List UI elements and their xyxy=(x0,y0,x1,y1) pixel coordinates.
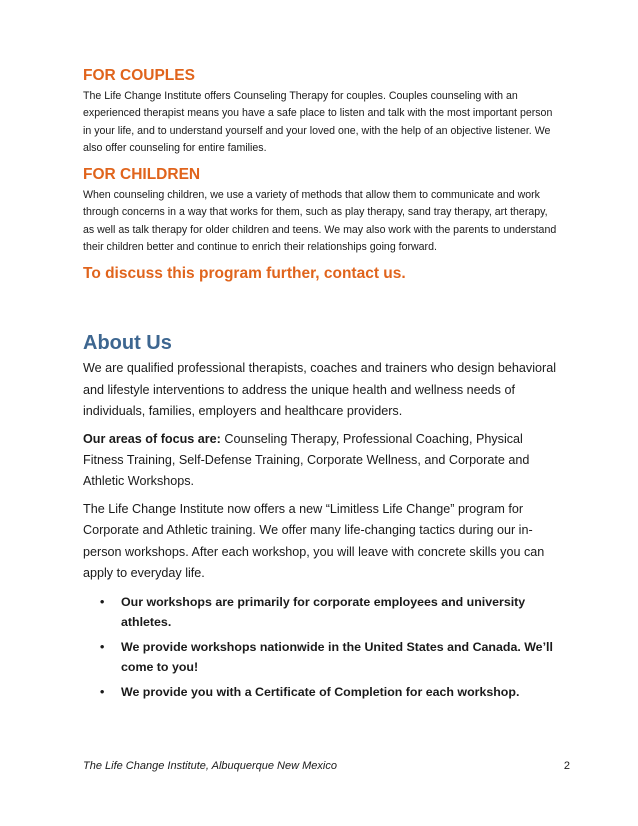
about-intro-paragraph: We are qualified professional therapists, coaches and trainers who design behavioral and lifestyle interventions to address the unique health and wellness needs of individuals, families, employers and healthcare providers. xyxy=(83,361,557,419)
program-paragraph: The Life Change Institute now offers a new “Limitless Life Change” program for Corporate and Athletic training. We offer many life-changing tactics during our in-person workshops. After each workshop, you will leave with concrete skills you can apply to everyday life. xyxy=(83,501,545,581)
section-couples xyxy=(83,66,558,157)
couples-paragraph: The Life Change Institute offers Counseling Therapy for couples. Couples counseling with an experienced therapist means you have a safe place to listen and talk with the most important person in your life, and to understand yourself and your loved one, with the help of an objective listener. We also offer counseling for entire families. xyxy=(83,90,553,154)
bullet-dot-icon: • xyxy=(100,685,105,700)
page-footer xyxy=(83,759,570,773)
bullet-dot-icon: • xyxy=(100,595,105,610)
contact-line: To discuss this program further, contact us. xyxy=(83,265,406,283)
bullet-item xyxy=(83,637,558,677)
footer-text: The Life Change Institute, Albuquerque New Mexico xyxy=(83,760,337,772)
page-number: 2 xyxy=(563,760,570,772)
bullet-dot-icon: • xyxy=(100,640,105,655)
bullet-item xyxy=(83,592,558,632)
about-heading: About Us xyxy=(83,332,172,355)
document-page xyxy=(83,66,558,707)
workshop-bullet-list xyxy=(83,592,558,702)
focus-areas-text: Counseling Therapy, Professional Coaching, Physical Fitness Training, Self-Defense Training, Corporate Wellness, and Corporate and Athletic Workshops. xyxy=(83,431,530,489)
bullet-text: We provide you with a Certificate of Completion for each workshop. xyxy=(121,685,520,700)
focus-areas-label: Our areas of focus are: xyxy=(83,431,221,446)
focus-areas-paragraph xyxy=(83,429,558,493)
children-paragraph: When counseling children, we use a variety of methods that allow them to communicate and work through concerns in a way that works for them, such as play therapy, sand tray therapy, art therapy, as well as talk therapy for older children and teens. We may also work with the parents to understand their children better and continue to enrich their relationships going forward. xyxy=(83,189,557,254)
bullet-text: Our workshops are primarily for corporate employees and university athletes. xyxy=(121,595,526,630)
section-children xyxy=(83,165,558,256)
bullet-text: We provide workshops nationwide in the United States and Canada. We’ll come to you! xyxy=(121,640,553,675)
bullet-item xyxy=(83,682,558,702)
couples-heading: FOR COUPLES xyxy=(83,67,195,84)
children-heading: FOR CHILDREN xyxy=(83,166,201,184)
section-about xyxy=(83,330,558,702)
